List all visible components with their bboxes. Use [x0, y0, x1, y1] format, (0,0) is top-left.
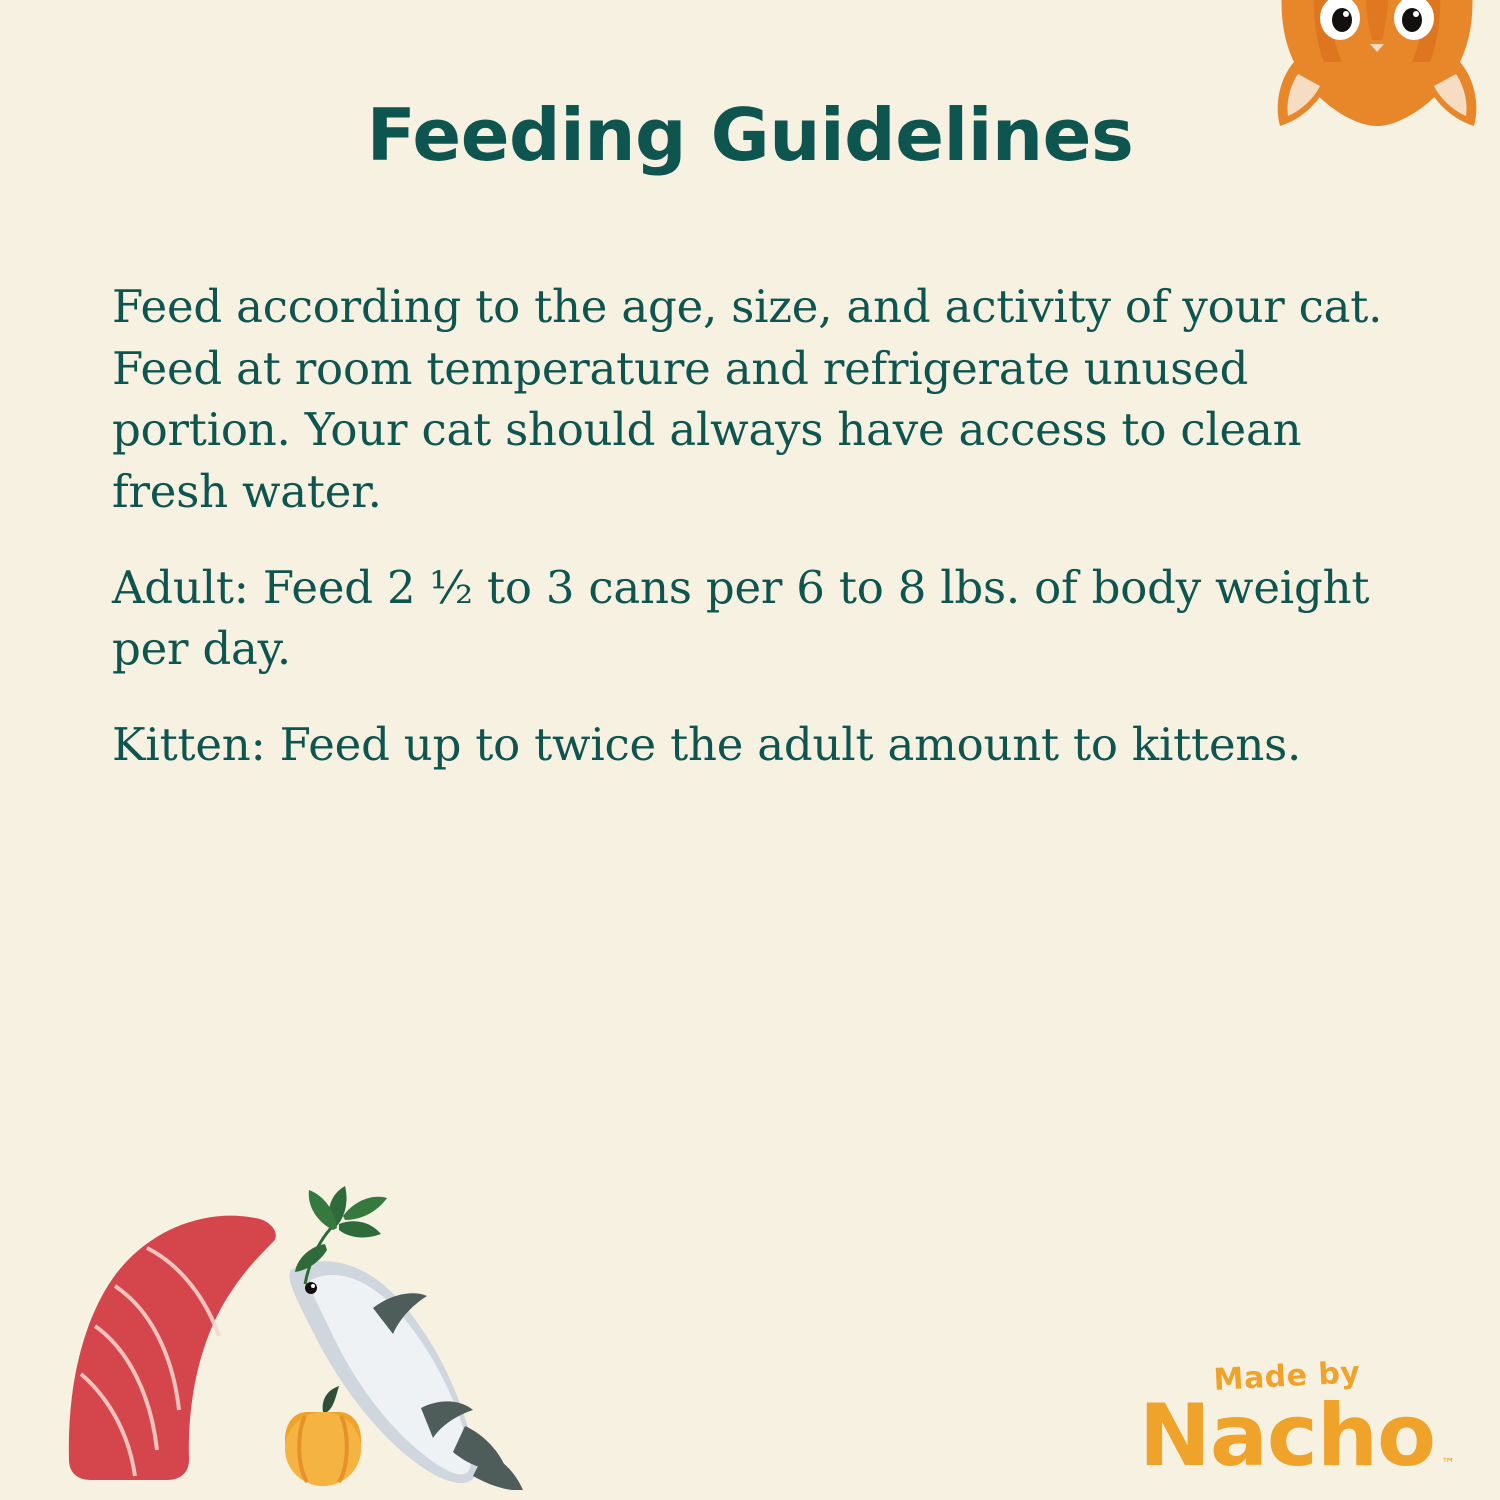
- feeding-instructions: [112, 276, 1402, 775]
- paragraph-kitten: Kitten: Feed up to twice the adult amount to kittens.: [112, 717, 1302, 771]
- brand-made-by: Made by: [1212, 1355, 1362, 1399]
- paragraph-general: Feed according to the age, size, and activity of your cat. Feed at room temperature and refrigerate unused portion. Your cat should always have access to clean fresh water.: [112, 280, 1383, 518]
- pumpkin-icon: [285, 1386, 361, 1486]
- brand-name: Nacho: [1138, 1386, 1436, 1487]
- brand-logo: [1122, 1355, 1456, 1487]
- ingredients-illustration: [55, 1160, 595, 1490]
- page-title: Feeding Guidelines: [366, 93, 1134, 177]
- trademark-symbol: ™: [1441, 1456, 1456, 1472]
- paragraph-adult: Adult: Feed 2 ½ to 3 cans per 6 to 8 lbs. of body weight per day.: [112, 560, 1370, 676]
- brand-name-wrap: [1138, 1386, 1456, 1487]
- salmon-fillet-icon: [69, 1216, 276, 1480]
